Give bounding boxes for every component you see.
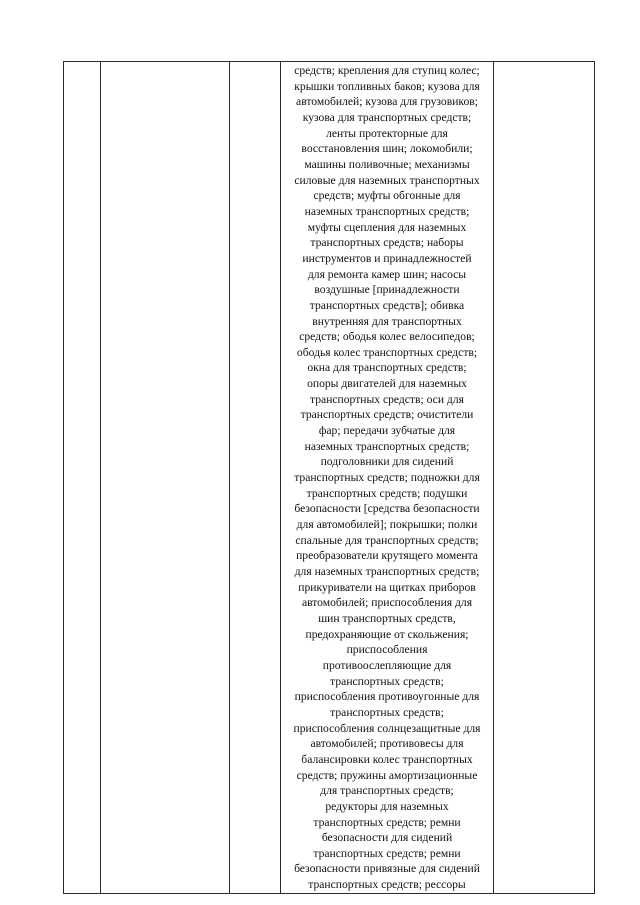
goods-text-line: приспособления противоугонные для [294, 690, 480, 704]
table-cell-goods-list [281, 62, 494, 894]
goods-text-line: редукторы для наземных [325, 799, 449, 813]
goods-text-line: транспортных средств; подушки [306, 486, 468, 500]
goods-text-line: наземных транспортных средств; [304, 439, 470, 453]
goods-text-line: шин транспортных средств, [318, 611, 456, 625]
goods-text-line: безопасности привязные для сидений [294, 862, 480, 876]
goods-text-line: транспортных средств; очистители [300, 408, 474, 422]
goods-text-line: средств; ободья колес велосипедов; [299, 330, 475, 344]
goods-text-line: внутренняя для транспортных [312, 314, 462, 328]
goods-text-line: прикуриватели на щитках приборов [298, 580, 476, 594]
goods-text-line: спальные для транспортных средств; [295, 533, 479, 547]
goods-text-line: наземных транспортных средств; [304, 204, 470, 218]
goods-text-line: транспортных средств; оси для [310, 392, 464, 406]
goods-text-line: приспособления солнцезащитные для [293, 721, 481, 735]
goods-text-line: кузова для транспортных средств; [302, 110, 472, 124]
goods-table [63, 61, 595, 894]
goods-text-line: противоослепляющие для [322, 658, 452, 672]
goods-text-line: фар; передачи зубчатые для [318, 424, 456, 438]
goods-text-line: транспортных средств; подножки для [294, 471, 480, 485]
goods-text-line: средств; муфты обгонные для [313, 189, 461, 203]
goods-text-line: ободья колес транспортных средств; [296, 345, 478, 359]
table-cell-col5 [494, 62, 595, 894]
goods-text-line: силовые для наземных транспортных [294, 173, 480, 187]
goods-text-line: восстановления шин; локомобили; [301, 142, 473, 156]
goods-text-line: автомобилей; противовесы для [310, 737, 464, 751]
goods-text-line: для автомобилей]; покрышки; полки [296, 518, 478, 532]
goods-text-line: транспортных средств; ремни [313, 815, 461, 829]
goods-text-line: безопасности для сидений [321, 831, 453, 845]
table-cell-col2 [101, 62, 230, 894]
table-row [64, 62, 595, 894]
table-cell-col3 [230, 62, 281, 894]
table-cell-col1 [64, 62, 101, 894]
goods-text-line: для транспортных средств; [320, 784, 454, 798]
goods-text-line: безопасности [средства безопасности [294, 502, 480, 516]
goods-text-line: автомобилей; приспособления для [301, 596, 473, 610]
goods-text-line: балансировки колес транспортных [301, 752, 473, 766]
goods-text-line: автомобилей; кузова для грузовиков; [296, 95, 478, 109]
goods-text-line: средств; крепления для ступиц колес; [294, 64, 480, 77]
goods-text-line: приспособления [346, 643, 428, 657]
goods-text-line: воздушные [принадлежности [314, 283, 460, 297]
goods-text-line: транспортных средств; [330, 705, 444, 719]
goods-text-line: для наземных транспортных средств; [294, 565, 480, 578]
goods-text-line: транспортных средств; наборы [310, 236, 464, 250]
goods-text-line: преобразователи крутящего момента [296, 549, 478, 563]
goods-text-line: инструментов и принадлежностей [302, 251, 472, 265]
goods-text-line: транспортных средств; рессоры [308, 878, 466, 892]
goods-text-line: окна для транспортных средств; [307, 361, 467, 375]
goods-text-line: транспортных средств]; обивка [309, 298, 465, 312]
goods-text-line: машины поливочные; механизмы [304, 157, 470, 171]
goods-text-line: средств; пружины амортизационные [296, 768, 478, 782]
goods-text-line: для ремонта камер шин; насосы [307, 267, 467, 281]
goods-text-line: крышки топливных баков; кузова для [294, 79, 480, 93]
goods-text-line: муфты сцепления для наземных [307, 220, 467, 234]
goods-text-line: предохраняющие от скольжения; [305, 627, 469, 641]
goods-text-line: транспортных средств; ремни [313, 846, 461, 860]
goods-text-line: опоры двигателей для наземных [307, 377, 467, 391]
goods-text-line: транспортных средств; [330, 674, 444, 688]
goods-text-line: подголовники для сидений [320, 455, 454, 469]
goods-text-line: ленты протекторные для [326, 126, 448, 140]
goods-list-text [281, 62, 493, 893]
